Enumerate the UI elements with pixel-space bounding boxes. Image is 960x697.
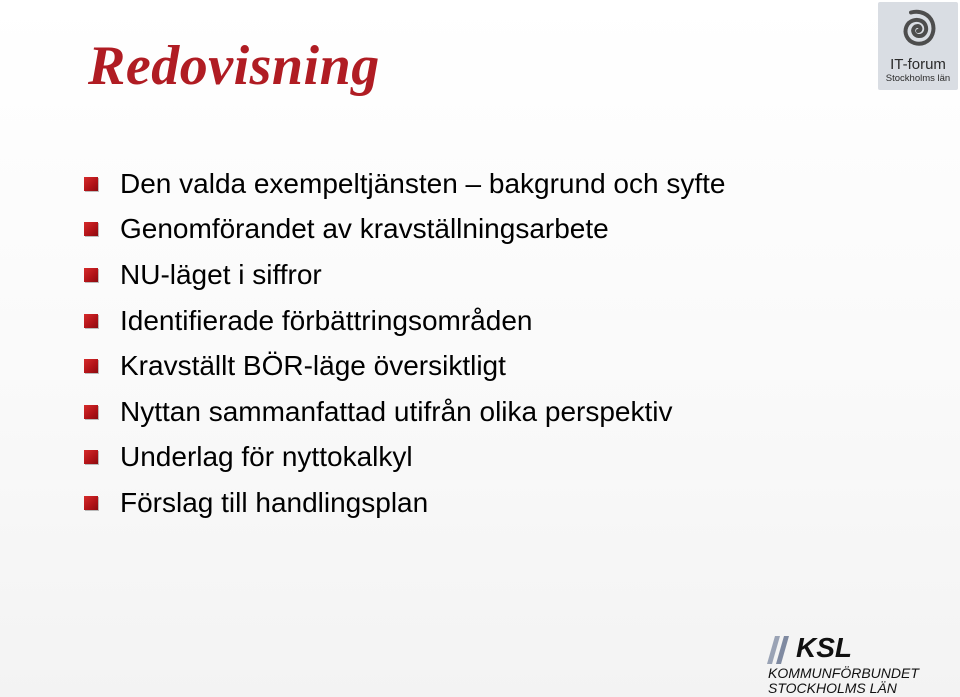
ksl-logo — [766, 632, 956, 696]
bullet-item — [84, 389, 726, 435]
it-forum-name: IT-forum — [890, 56, 946, 73]
bullet-text: Genomförandet av kravställningsarbete — [120, 213, 609, 245]
bullet-item — [84, 161, 726, 207]
bullet-text: Förslag till handlingsplan — [120, 486, 429, 518]
double-slash-icon — [766, 636, 796, 664]
square-bullet-icon — [84, 268, 98, 282]
spiral-icon — [887, 4, 949, 56]
square-bullet-icon — [84, 450, 98, 464]
square-bullet-icon — [84, 359, 98, 373]
it-forum-logo — [878, 2, 958, 90]
square-bullet-icon — [84, 496, 98, 510]
bullet-text: Kravställt BÖR-läge översiktligt — [120, 350, 506, 382]
ksl-org-line1: KOMMUNFÖRBUNDET — [768, 665, 919, 681]
square-bullet-icon — [84, 177, 98, 191]
bullet-item — [84, 207, 726, 253]
it-forum-subtitle: Stockholms län — [885, 73, 951, 84]
bullet-text: Identifierade förbättringsområden — [120, 304, 533, 336]
bullet-text: Nyttan sammanfattad utifrån olika perspektiv — [120, 395, 673, 427]
ksl-org-line2: STOCKHOLMS LÄN — [768, 680, 897, 696]
bullet-text: Den valda exempeltjänsten – bakgrund och syfte — [120, 167, 726, 199]
square-bullet-icon — [84, 222, 98, 236]
bullet-item — [84, 252, 726, 298]
bullet-text: Underlag för nyttokalkyl — [120, 441, 413, 473]
bullet-list — [84, 161, 726, 526]
square-bullet-icon — [84, 405, 98, 419]
bullet-item — [84, 298, 726, 344]
square-bullet-icon — [84, 314, 98, 328]
slide-title: Redovisning — [88, 35, 380, 97]
bullet-item — [84, 435, 726, 481]
bullet-item — [84, 343, 726, 389]
bullet-item — [84, 480, 726, 526]
ksl-name: KSL — [796, 632, 852, 663]
bullet-text: NU-läget i siffror — [120, 258, 322, 290]
